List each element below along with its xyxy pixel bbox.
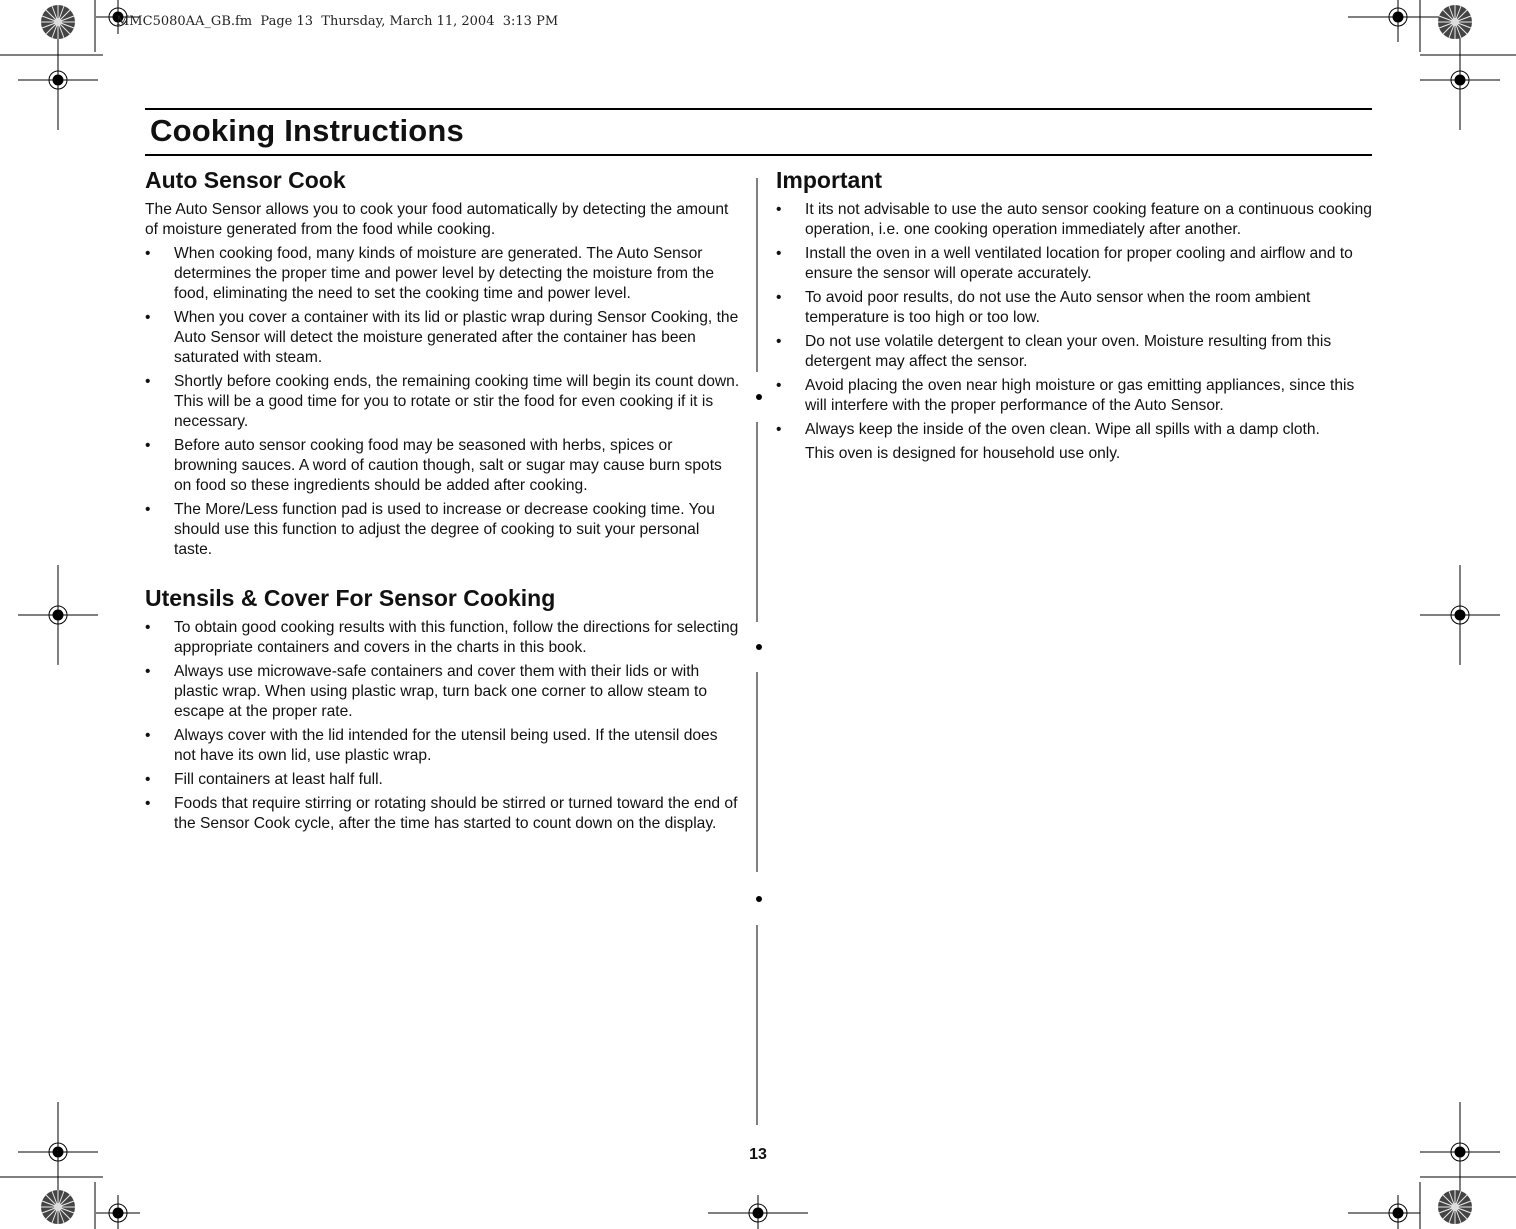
list-item-text: When you cover a container with its lid or plastic wrap during Sensor Cooking, the Auto Sensor will detect the moisture generated after the container has been saturated with steam. bbox=[174, 309, 739, 366]
list-item-text: Fill containers at least half full. bbox=[174, 771, 383, 788]
list-item-text: It its not advisable to use the auto sensor cooking feature on a continuous cooking operation, i.e. one cooking operation immediately after another. bbox=[805, 201, 1372, 238]
bullet: • bbox=[145, 771, 151, 788]
list-item bbox=[145, 500, 740, 560]
list-item-text: The More/Less function pad is used to increase or decrease cooking time. You should use this function to adjust the degree of cooking to suit your personal taste. bbox=[174, 501, 715, 558]
utensils-heading: Utensils & Cover For Sensor Cooking bbox=[145, 585, 556, 611]
registration-target-icon bbox=[18, 1102, 98, 1202]
bullet: • bbox=[145, 245, 151, 262]
bullet: • bbox=[776, 245, 782, 262]
registration-target-icon bbox=[96, 1195, 140, 1229]
list-item bbox=[776, 420, 1372, 440]
list-item-text: Shortly before cooking ends, the remaining cooking time will begin its count down. This will be a good time for you to rotate or stir the food for even cooking if it is necessary. bbox=[174, 373, 740, 430]
file-header: MMC5080AA_GB.fm Page 13 Thursday, March 11, 2004 3:13 PM bbox=[116, 14, 559, 29]
bullet: • bbox=[776, 201, 782, 218]
auto-sensor-list bbox=[145, 244, 740, 560]
bullet: • bbox=[145, 663, 151, 680]
bullet: • bbox=[776, 289, 782, 306]
bullet: • bbox=[145, 373, 151, 390]
bullet: • bbox=[776, 333, 782, 350]
top-rule bbox=[145, 108, 1372, 110]
list-item-text: Always use microwave-safe containers and cover them with their lids or with plastic wrap. When using plastic wrap, turn back one corner to allow steam to escape at the proper rate. bbox=[174, 663, 708, 720]
important-list bbox=[776, 200, 1372, 440]
fold-dot bbox=[756, 896, 762, 902]
list-item bbox=[776, 288, 1372, 328]
list-item bbox=[145, 244, 740, 304]
bullet: • bbox=[145, 501, 151, 518]
bullet: • bbox=[776, 421, 782, 438]
registration-target-icon bbox=[18, 30, 98, 130]
list-item-text: Always keep the inside of the oven clean. Wipe all spills with a damp cloth. bbox=[805, 421, 1320, 438]
registration-target-icon bbox=[1420, 1102, 1500, 1202]
right-column bbox=[776, 166, 1372, 464]
list-item bbox=[776, 376, 1372, 416]
left-column bbox=[145, 166, 740, 838]
list-item-text: Always cover with the lid intended for the utensil being used. If the utensil does not have its own lid, use plastic wrap. bbox=[174, 727, 718, 764]
list-item bbox=[145, 436, 740, 496]
registration-target-icon bbox=[708, 1195, 808, 1229]
auto-sensor-heading: Auto Sensor Cook bbox=[145, 167, 346, 193]
utensils-list bbox=[145, 618, 740, 834]
list-item bbox=[776, 200, 1372, 240]
fold-dot bbox=[756, 394, 762, 400]
list-item-text: To obtain good cooking results with this function, follow the directions for selecting appropriate containers and covers in the charts in this book. bbox=[174, 619, 739, 656]
list-item bbox=[145, 308, 740, 368]
star-target-icon bbox=[1438, 5, 1472, 39]
list-item bbox=[145, 794, 740, 834]
bullet: • bbox=[776, 377, 782, 394]
bullet: • bbox=[145, 437, 151, 454]
auto-sensor-intro: The Auto Sensor allows you to cook your food automatically by detecting the amount of moisture generated from the food while cooking. bbox=[145, 201, 729, 238]
registration-target-icon bbox=[18, 565, 98, 665]
fold-dot bbox=[756, 644, 762, 650]
list-item-text: Before auto sensor cooking food may be seasoned with herbs, spices or browning sauces. A word of caution though, salt or sugar may cause burn spots on food so these ingredients should be added after cooking. bbox=[174, 437, 722, 494]
star-target-icon bbox=[1438, 1190, 1472, 1224]
bullet: • bbox=[145, 309, 151, 326]
registration-target-icon bbox=[1348, 0, 1448, 42]
title-rule bbox=[145, 154, 1372, 156]
list-item-text: Foods that require stirring or rotating should be stirred or turned toward the end of the Sensor Cook cycle, after the time has started to count down on the display. bbox=[174, 795, 738, 832]
household-use-note: This oven is designed for household use only. bbox=[805, 445, 1121, 462]
list-item bbox=[145, 770, 740, 790]
bullet: • bbox=[145, 727, 151, 744]
registration-target-icon bbox=[1348, 1195, 1420, 1229]
list-item bbox=[145, 372, 740, 432]
list-item bbox=[145, 662, 740, 722]
list-item bbox=[145, 618, 740, 658]
list-item-text: Install the oven in a well ventilated location for proper cooling and airflow and to ensure the sensor will operate accurately. bbox=[805, 245, 1353, 282]
important-heading: Important bbox=[776, 167, 883, 193]
page-title: Cooking Instructions bbox=[150, 113, 464, 148]
page-number: 13 bbox=[749, 1146, 767, 1163]
bullet: • bbox=[145, 795, 151, 812]
list-item bbox=[776, 244, 1372, 284]
registration-target-icon bbox=[1420, 30, 1500, 130]
star-target-icon bbox=[41, 5, 75, 39]
list-item bbox=[776, 332, 1372, 372]
list-item-text: Do not use volatile detergent to clean your oven. Moisture resulting from this detergent may affect the sensor. bbox=[805, 333, 1332, 370]
star-target-icon bbox=[41, 1190, 75, 1224]
list-item-text: Avoid placing the oven near high moisture or gas emitting appliances, since this will interfere with the proper performance of the Auto Sensor. bbox=[805, 377, 1355, 414]
bullet: • bbox=[145, 619, 151, 636]
registration-target-icon bbox=[1420, 565, 1500, 665]
list-item-text: When cooking food, many kinds of moisture are generated. The Auto Sensor determines the proper time and power level by detecting the moisture from the food, eliminating the need to set the cooking time and power level. bbox=[174, 245, 714, 302]
list-item-text: To avoid poor results, do not use the Auto sensor when the room ambient temperature is too high or too low. bbox=[805, 289, 1311, 326]
list-item bbox=[145, 726, 740, 766]
